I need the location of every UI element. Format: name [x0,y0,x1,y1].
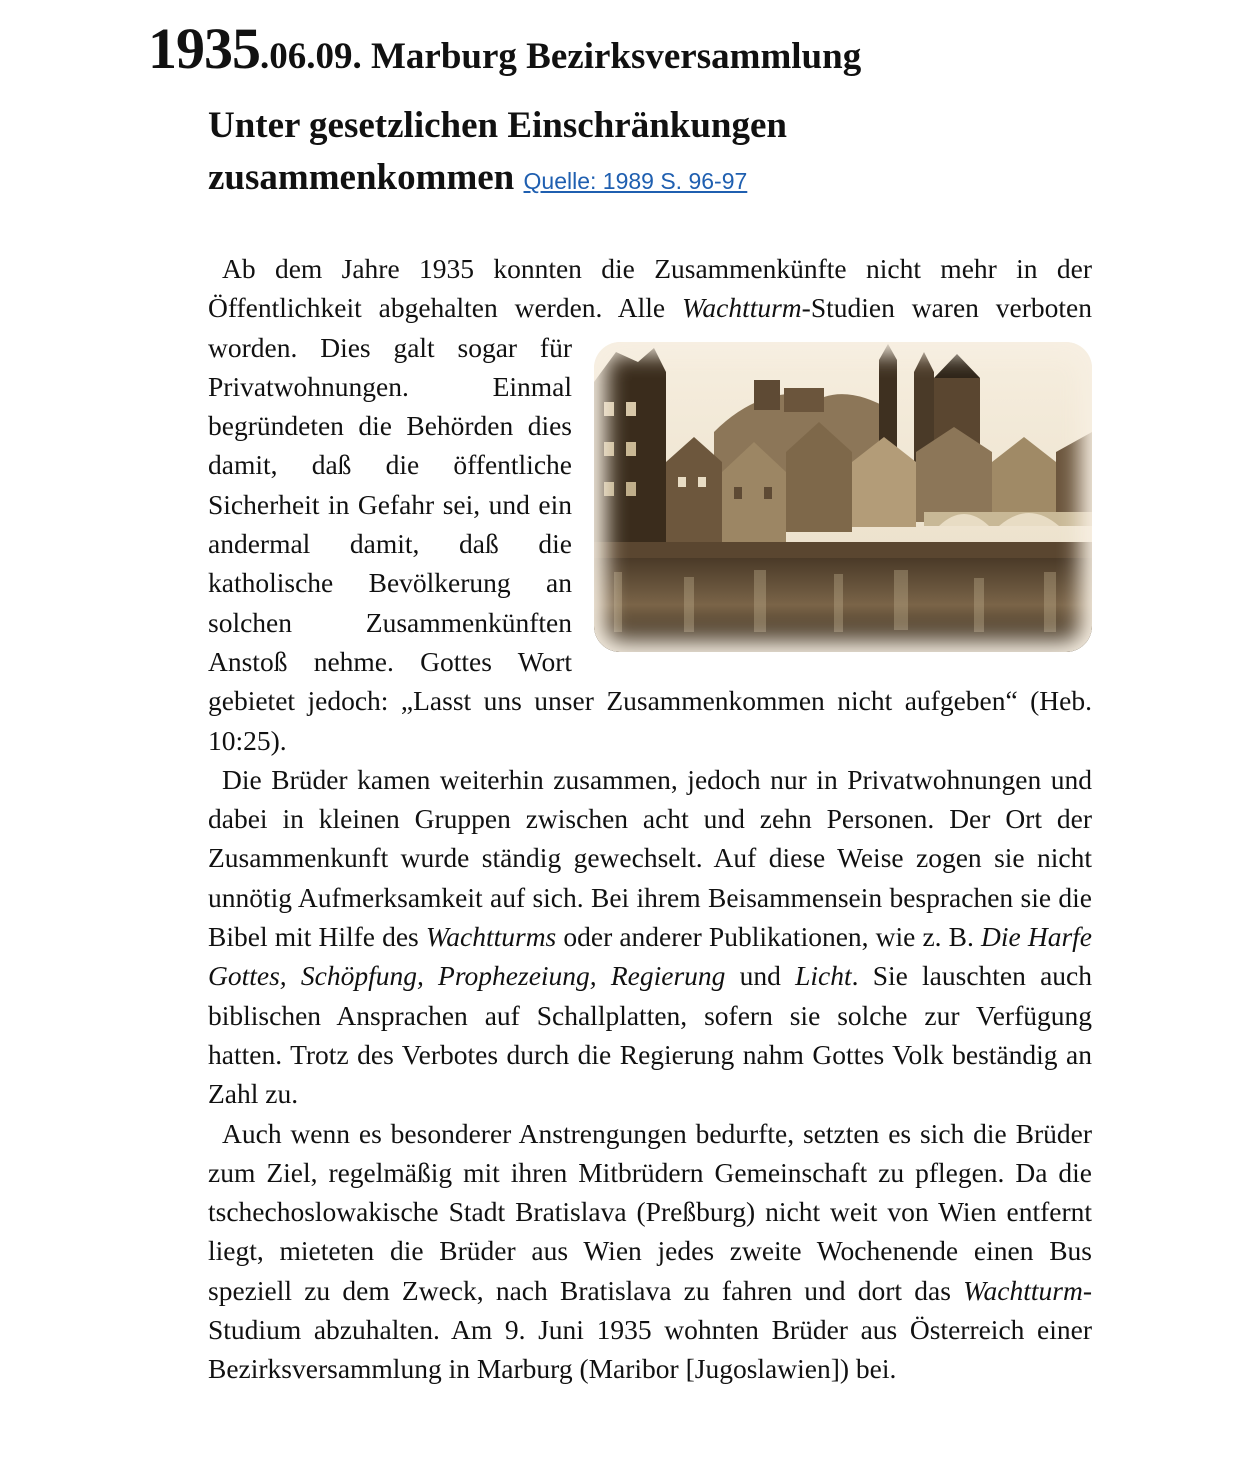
p1-italic-title: Wachtturm [681,292,802,324]
article-body [208,249,1092,1389]
paragraph-3 [208,1114,1092,1389]
source-link[interactable]: Quelle: 1989 S. 96-97 [523,168,748,194]
p3-text-a: Auch wenn es besonderer Anstrengungen bedurfte, setzten es sich die Brüder zum Ziel, regelmäßig mit ihren Mitbrüdern Gemeinschaft zu pflegen. Da die tschechoslowakische Stadt Bratislava (Preßburg) nicht weit von Wien entfernt liegt, mieteten die Brüder aus Wien jedes zweite Wochenende einen Bus speziell zu dem Zweck, nach Bratislava zu fahren und dort das [208,1117,1092,1306]
p2-text-a: Die Brüder kamen weiterhin zusammen, jedoch nur in Privatwohnungen und dabei in kleinen Gruppen zwischen acht und zehn Personen. Der Ort der Zusammenkunft wurde ständig gewechselt. Auf diese Weise zogen sie nicht unnötig Aufmerksamkeit auf sich. Bei ihrem Beisammensein besprachen sie die Bibel mit Hilfe des [208,763,1092,953]
p2-italic-3: Licht [795,960,852,992]
subtitle-line-1: Unter gesetzlichen Einschränkungen [208,105,788,146]
p2-text-b: oder anderer Publikationen, wie z. B. [556,921,982,953]
p1-text-b: Dies galt sogar für Privatwohnungen. Einmal begründeten die Behörden dies damit, daß die öffentliche Sicherheit in Gefahr sei, und ein andermal damit, daß die katholische Bevölkerung an solchen Zusammenkünften Anstoß nehme. Gottes Wort gebietet jedoch: „Lasst uns unser Zusammenkommen nicht aufgeben“ (Heb. 10:25). [208,331,1092,756]
page-heading [148,16,862,81]
p3-text-b: -Studium abzuhalten. Am 9. Juni 1935 wohnten Brüder aus Österreich einer Bezirksversammlung in Marburg (Maribor [Jugoslawien]) bei. [208,1274,1092,1385]
p2-text-d: . Sie lauschten auch biblischen Ansprachen auf Schallplatten, sofern sie solche zur Verfügung hatten. Trotz des Verbotes durch die Regierung nahm Gottes Volk beständig an Zahl zu. [208,960,1092,1110]
heading-title: .06.09. Marburg Bezirksversammlung [260,36,862,77]
p1-text-b-part-1: -Studien waren verboten worden. [208,292,1092,363]
article-subtitle [208,100,1108,207]
photo-frame [594,342,1092,652]
subtitle-line-2: zusammenkommen [208,157,515,198]
p1-text-a: Ab dem Jahre 1935 konnten die Zusammenkünfte nicht mehr in der Öffentlichkeit abgehalten werden. Alle [208,253,1092,324]
p3-italic-1: Wachtturm [963,1274,1083,1306]
marburg-riverside-photo-icon [594,342,1092,652]
p2-italic-2: Die Harfe Gottes, Schöpfung, Prophezeiung, Regierung [208,921,1092,992]
p2-italic-1: Wachtturms [425,921,557,953]
paragraph-1 [208,249,1092,760]
heading-year: 1935 [148,16,260,81]
paragraph-2 [208,760,1092,1114]
p2-text-c: und [725,960,796,992]
